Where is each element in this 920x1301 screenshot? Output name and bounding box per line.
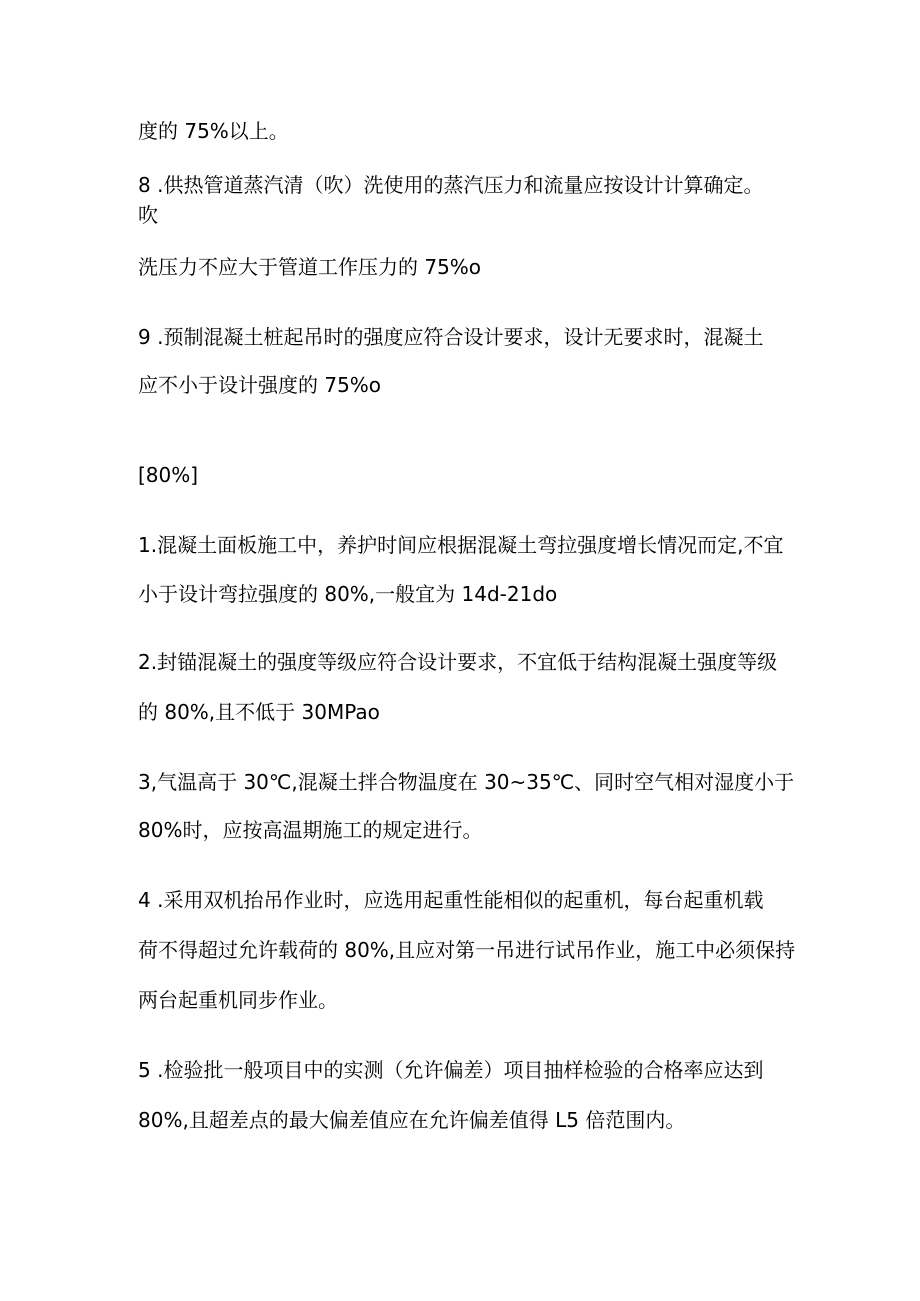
text-line: 吹 bbox=[138, 203, 158, 227]
text-line: 80%时，应按高温期施工的规定进行。 bbox=[138, 818, 483, 842]
text-line: 80%,且超差点的最大偏差值应在允许偏差值得 L5 倍范围内。 bbox=[138, 1108, 686, 1132]
text-line: 5 .检验批一般项目中的实测（允许偏差）项目抽样检验的合格率应达到 bbox=[138, 1058, 764, 1082]
text-line: 两台起重机同步作业。 bbox=[138, 988, 338, 1012]
text-line: 洗压力不应大于管道工作压力的 75%o bbox=[138, 255, 482, 279]
text-line: 荷不得超过允许载荷的 80%,且应对第一吊进行试吊作业，施工中必须保持 bbox=[138, 938, 796, 962]
text-line: 度的 75%以上。 bbox=[138, 119, 289, 143]
text-line: 3,气温高于 30℃,混凝土拌合物温度在 30~35℃、同时空气相对湿度小于 bbox=[138, 770, 795, 794]
section-heading: [80%] bbox=[138, 463, 199, 487]
text-line: 1.混凝土面板施工中，养护时间应根据混凝土弯拉强度增长情况而定,不宜 bbox=[138, 533, 784, 557]
text-line: 的 80%,且不低于 30MPao bbox=[138, 700, 380, 724]
text-line: 2.封锚混凝土的强度等级应符合设计要求，不宜低于结构混凝土强度等级 bbox=[138, 650, 778, 674]
text-line: 9 .预制混凝土桩起吊时的强度应符合设计要求，设计无要求时，混凝土 bbox=[138, 325, 764, 349]
text-line: 应不小于设计强度的 75%o bbox=[138, 373, 382, 397]
text-line: 8 .供热管道蒸汽清（吹）洗使用的蒸汽压力和流量应按设计计算确定。 bbox=[138, 173, 764, 197]
text-line: 小于设计弯拉强度的 80%,一般宜为 14d-21do bbox=[138, 582, 558, 606]
text-line: 4 .采用双机抬吊作业时，应选用起重性能相似的起重机，每台起重机载 bbox=[138, 888, 764, 912]
